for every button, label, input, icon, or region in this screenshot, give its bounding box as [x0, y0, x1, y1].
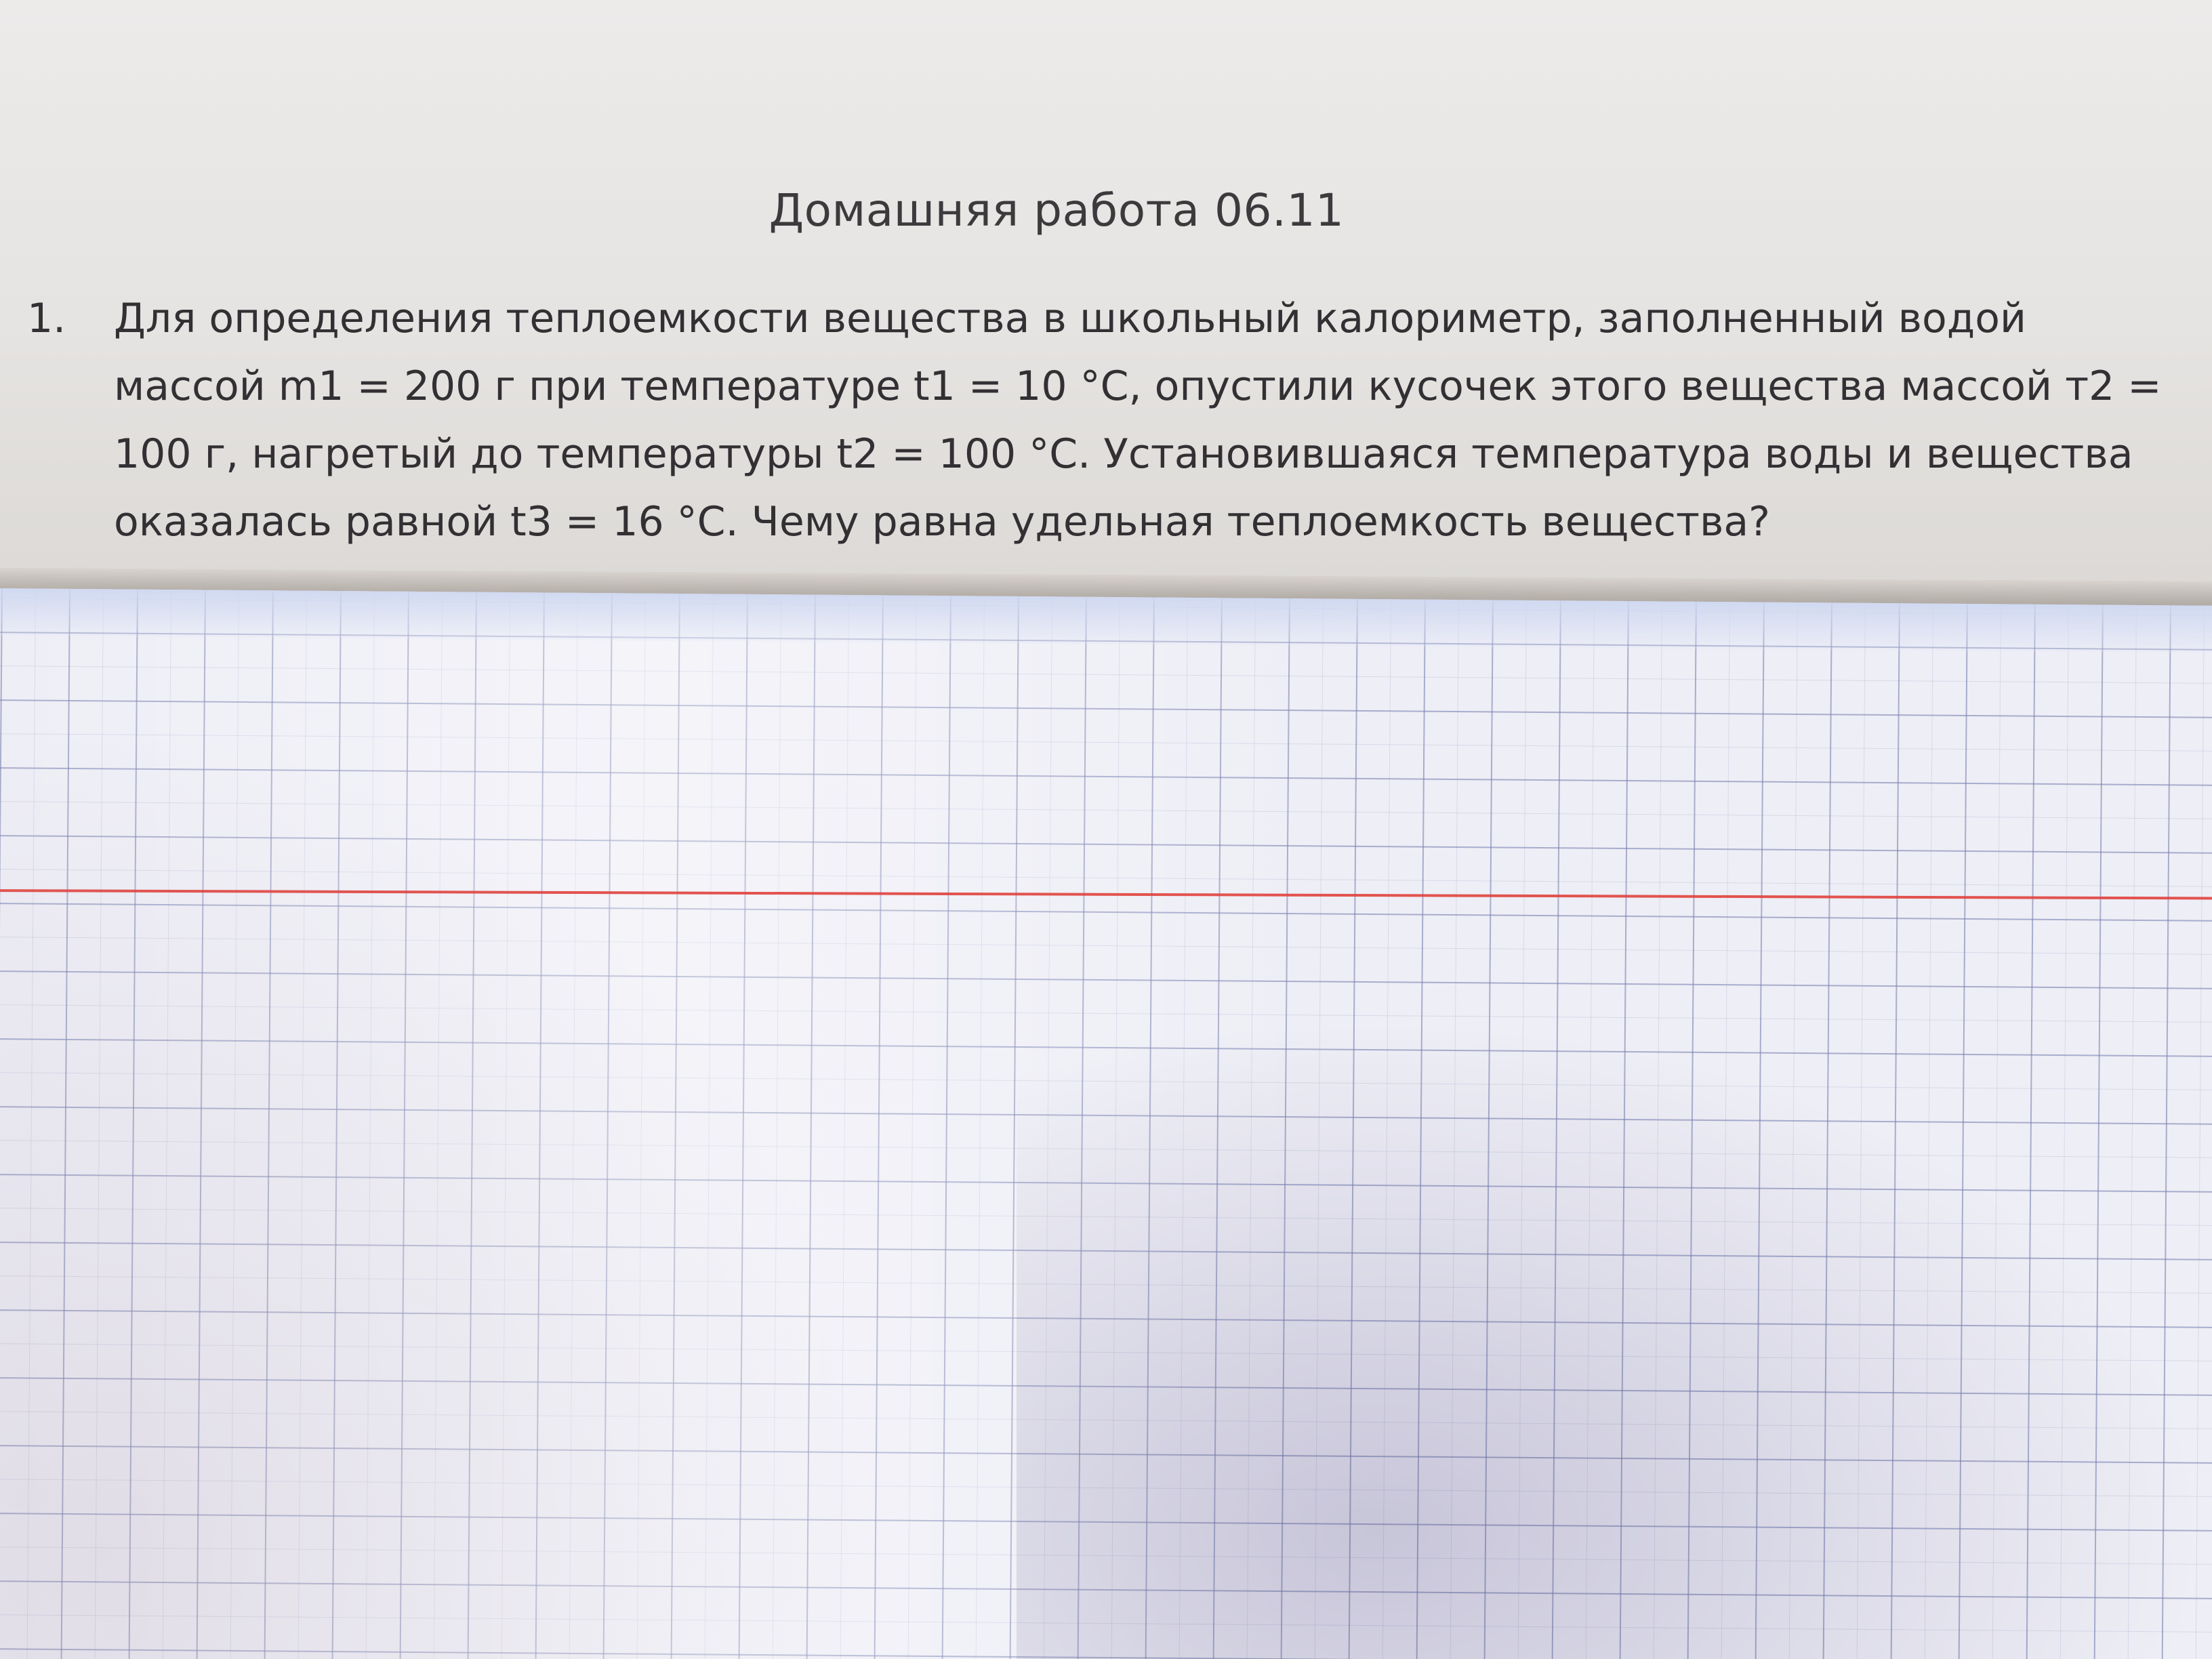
- problem-line-2: массой m1 = 200 г при температуре t1 = 10 °С, опустили кусочек этого вещества массой т2 =: [114, 363, 2162, 410]
- printed-sheet: [0, 0, 2212, 583]
- graph-paper-notebook: [0, 588, 2212, 1659]
- problem-line-4: оказалась равной t3 = 16 °С. Чему равна удельная теплоемкость вещества?: [114, 498, 1770, 546]
- problem-number: 1.: [27, 295, 66, 342]
- problem-line-1: Для определения теплоемкости вещества в школьный калориметр, заполненный водой: [114, 295, 2026, 342]
- problem-line-3: 100 г, нагретый до температуры t2 = 100 °С. Установившаяся температура воды и вещества: [114, 430, 2133, 478]
- page-title: Домашняя работа 06.11: [769, 184, 1345, 237]
